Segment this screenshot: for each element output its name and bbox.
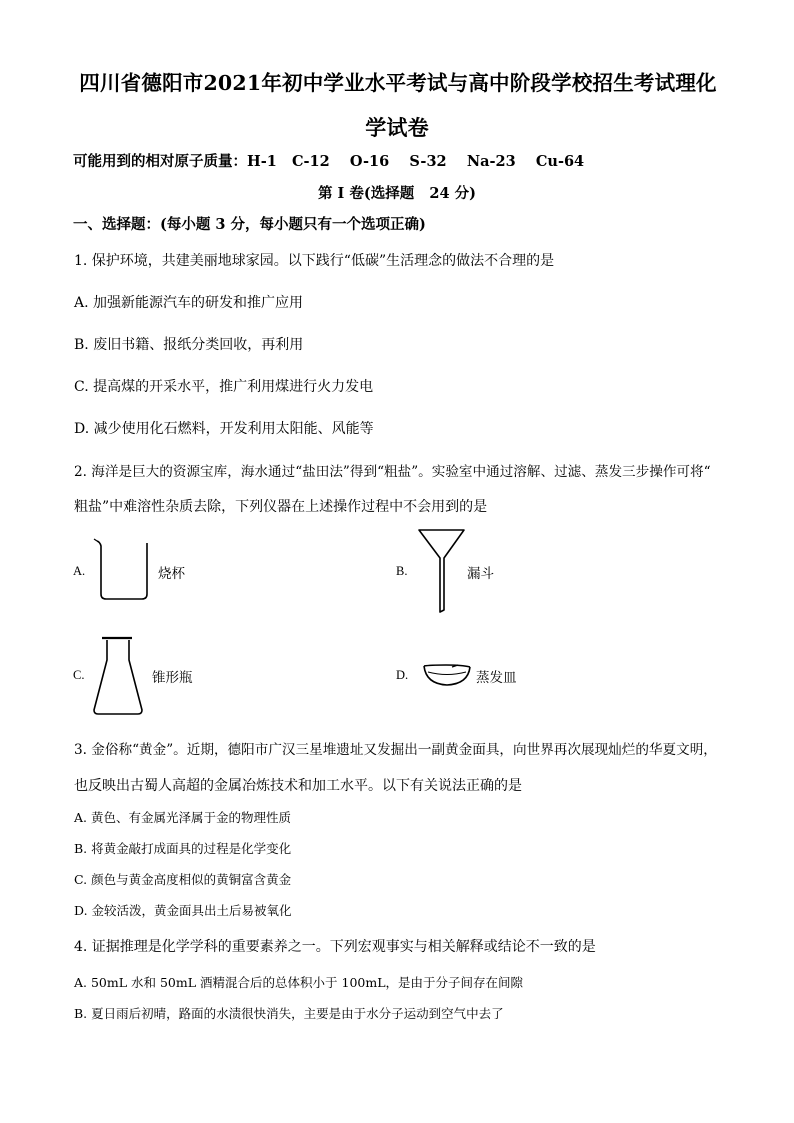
q4-option-a: A. 50mL 水和 50mL 酒精混合后的总体积小于 100mL，是由于分子间存在间隙: [74, 975, 524, 990]
evaporating-dish-icon: [422, 662, 472, 690]
q4-option-b: B. 夏日雨后初晴，路面的水渍很快消失，主要是由于水分子运动到空气中去了: [74, 1006, 504, 1021]
q1-option-b: B. 废旧书籍、报纸分类回收，再利用: [74, 337, 304, 353]
q2-option-d-name: 蒸发皿: [476, 670, 517, 686]
atomic-masses: 可能用到的相对原子质量：H-1 C-12 O-16 S-32 Na-23 Cu-64: [73, 153, 585, 170]
q1-option-a: A. 加强新能源汽车的研发和推广应用: [74, 295, 304, 311]
q2-option-c-letter: C.: [73, 668, 85, 682]
q2-option-a-letter: A.: [73, 564, 86, 578]
q2-option-a-name: 烧杯: [158, 566, 185, 582]
volume-title: 第 I 卷(选择题 24 分): [318, 185, 476, 202]
erlenmeyer-flask-icon: [92, 636, 144, 718]
q3-option-b: B. 将黄金敲打成面具的过程是化学变化: [74, 841, 292, 856]
exam-title-line2: 学试卷: [365, 115, 429, 140]
q1-option-d: D. 减少使用化石燃料，开发利用太阳能、风能等: [74, 421, 374, 437]
q2-option-b-name: 漏斗: [467, 566, 494, 582]
q2-stem-line1: 2. 海洋是巨大的资源宝库，海水通过“盐田法”得到“粗盐”。实验室中通过溶解、过滤、蒸发三步操作可将“: [74, 464, 711, 480]
q2-stem-line2: 粗盐”中难溶性杂质去除，下列仪器在上述操作过程中不会用到的是: [74, 499, 488, 515]
q3-stem-line1: 3. 金俗称“黄金”。近期，德阳市广汉三星堆遗址又发掘出一副黄金面具，向世界再次展现灿烂的华夏文明，: [74, 742, 717, 758]
q4-stem: 4. 证据推理是化学学科的重要素养之一。下列宏观事实与相关解释或结论不一致的是: [74, 939, 596, 955]
funnel-icon: [418, 528, 466, 614]
q2-option-b-letter: B.: [396, 564, 408, 578]
q3-option-a: A. 黄色、有金属光泽属于金的物理性质: [74, 810, 291, 825]
exam-title-line1: 四川省德阳市2021年初中学业水平考试与高中阶段学校招生考试理化: [79, 71, 717, 95]
q3-stem-line2: 也反映出古蜀人高超的金属冶炼技术和加工水平。以下有关说法正确的是: [74, 778, 522, 794]
q2-option-d-letter: D.: [396, 668, 409, 682]
q3-option-c: C. 颜色与黄金高度相似的黄铜富含黄金: [74, 872, 292, 887]
q1-stem: 1. 保护环境，共建美丽地球家园。以下践行“低碳”生活理念的做法不合理的是: [74, 253, 555, 269]
q2-option-c-name: 锥形瓶: [152, 670, 193, 686]
q3-option-d: D. 金较活泼，黄金面具出土后易被氧化: [74, 903, 292, 918]
q1-option-c: C. 提高煤的开采水平，推广利用煤进行火力发电: [74, 379, 374, 395]
part-title: 一、选择题：(每小题 3 分，每小题只有一个选项正确): [73, 216, 426, 233]
beaker-icon: [94, 538, 154, 602]
